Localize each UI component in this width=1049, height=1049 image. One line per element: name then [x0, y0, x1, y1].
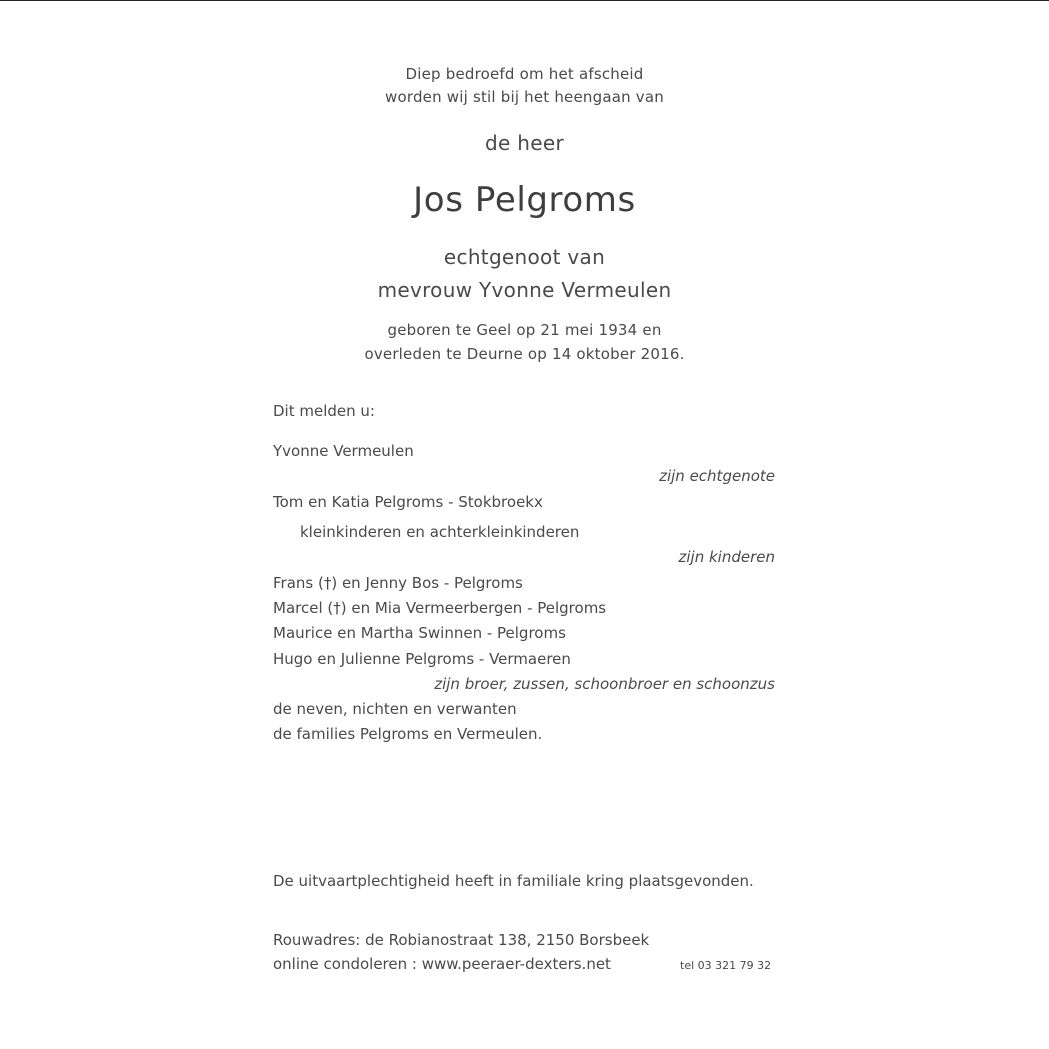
sibling-4: Hugo en Julienne Pelgroms - Vermaeren — [273, 650, 571, 668]
top-border-line — [0, 0, 1049, 1]
dates-line-1: geboren te Geel op 21 mei 1934 en — [387, 321, 662, 339]
deceased-name: Jos Pelgroms — [413, 180, 636, 220]
sibling-3: Maurice en Martha Swinnen - Pelgroms — [273, 624, 566, 642]
grandchildren-text: kleinkinderen en achterkleinkinderen — [300, 523, 580, 541]
children-role: zijn kinderen — [678, 548, 775, 566]
spouse-line-2: mevrouw Yvonne Vermeulen — [377, 278, 672, 302]
honorific: de heer — [485, 131, 564, 155]
ceremony-text: De uitvaartplechtigheid heeft in familiale kring plaatsgevonden. — [273, 872, 754, 890]
siblings-role: zijn broer, zussen, schoonbroer en schoonzus — [434, 675, 775, 693]
families-text: de families Pelgroms en Vermeulen. — [273, 725, 543, 743]
dates-line-2: overleden te Deurne op 14 oktober 2016. — [364, 345, 685, 363]
wife-role: zijn echtgenote — [659, 467, 775, 485]
sibling-2: Marcel (†) en Mia Vermeerbergen - Pelgroms — [273, 599, 607, 617]
children-names: Tom en Katia Pelgroms - Stokbroekx — [273, 493, 543, 511]
phone-text: tel 03 321 79 32 — [680, 959, 772, 972]
sibling-1: Frans (†) en Jenny Bos - Pelgroms — [273, 574, 523, 592]
address-text: Rouwadres: de Robianostraat 138, 2150 Borsbeek — [273, 931, 650, 949]
intro-line-1: Diep bedroefd om het afscheid — [405, 65, 644, 83]
relatives-text: de neven, nichten en verwanten — [273, 700, 517, 718]
spouse-line-1: echtgenoot van — [443, 245, 606, 269]
wife-name: Yvonne Vermeulen — [273, 442, 414, 460]
intro-line-2: worden wij stil bij het heengaan van — [385, 88, 664, 106]
announce-text: Dit melden u: — [273, 402, 375, 420]
online-condolence-text: online condoleren : www.peeraer-dexters.net — [273, 955, 611, 973]
